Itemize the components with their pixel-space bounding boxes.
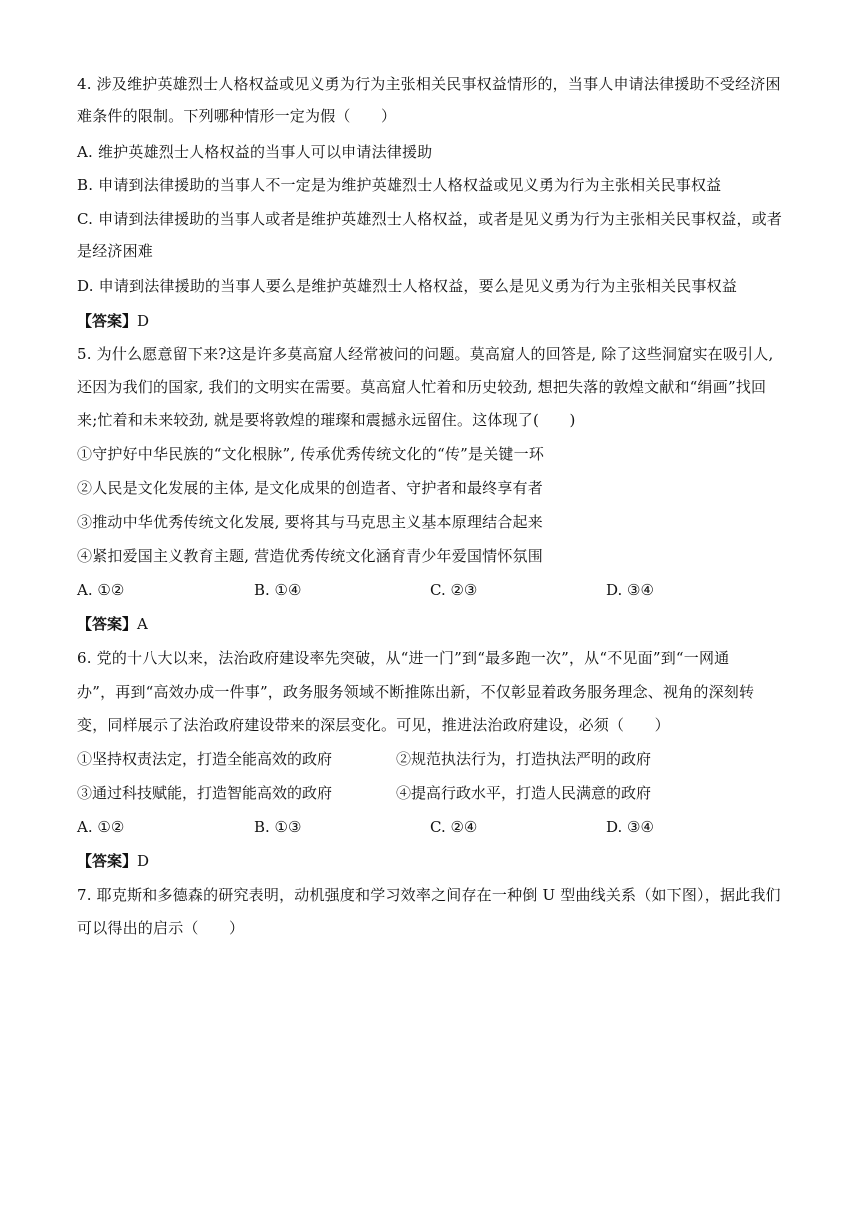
q4-answer: [77, 311, 149, 331]
q6-answer: [77, 851, 149, 871]
q5-item4: ④紧扣爱国主义教育主题, 营造优秀传统文化涵育青少年爱国情怀氛围: [77, 547, 543, 565]
q5-stem-line1: 5. 为什么愿意留下来?这是许多莫高窟人经常被问的问题。莫高窟人的回答是, 除了这些洞窟实在吸引人,: [77, 345, 774, 363]
q4-stem-line1: 4. 涉及维护英雄烈士人格权益或见义勇为行为主张相关民事权益情形的，当事人申请法律援助不受经济困: [77, 75, 781, 93]
q5-item2: ②人民是文化发展的主体, 是文化成果的创造者、守护者和最终享有者: [77, 479, 543, 497]
q5-choice-b: B. ①④: [254, 581, 302, 599]
q6-choice-a: A. ①②: [77, 818, 125, 836]
q5-choice-d: D. ③④: [606, 581, 654, 599]
q6-choice-c: C. ②④: [430, 818, 478, 836]
q6-stem-line3: 变，同样展示了法治政府建设带来的深层变化。可见，推进法治政府建设，必须（ ）: [77, 716, 670, 734]
q6-item2: ②规范执法行为，打造执法严明的政府: [396, 750, 652, 768]
q4-option-c-line2: 是经济困难: [77, 242, 154, 260]
q7-stem-line1: 7. 耶克斯和多德森的研究表明，动机强度和学习效率之间存在一种倒 U 型曲线关系（如下图），据此我们: [77, 886, 781, 904]
q6-answer-label: 【答案】: [77, 852, 138, 870]
q6-choice-d: D. ③④: [606, 818, 654, 836]
q4-stem-line2: 难条件的限制。下列哪种情形一定为假（ ）: [77, 107, 397, 125]
q6-stem-line1: 6. 党的十八大以来，法治政府建设率先突破，从“进一门”到“最多跑一次”，从“不见面”到“一网通: [77, 649, 730, 667]
q4-option-c-line1: C. 申请到法律援助的当事人或者是维护英雄烈士人格权益，或者是见义勇为行为主张相关民事权益，或者: [77, 210, 783, 228]
q5-choice-c: C. ②③: [430, 581, 478, 599]
q6-item4: ④提高行政水平，打造人民满意的政府: [396, 784, 652, 802]
q6-stem-line2: 办”，再到“高效办成一件事”，政务服务领域不断推陈出新，不仅彰显着政务服务理念、视角的深刻转: [77, 683, 755, 701]
q7-stem-line2: 可以得出的启示（ ）: [77, 919, 245, 937]
q6-item3: ③通过科技赋能，打造智能高效的政府: [77, 784, 333, 802]
q4-option-b: B. 申请到法律援助的当事人不一定是为维护英雄烈士人格权益或见义勇为行为主张相关民事权益: [77, 176, 722, 194]
q5-stem-line3: 来;忙着和未来较劲, 就是要将敦煌的璀璨和震撼永远留住。这体现了( ): [77, 411, 576, 429]
q4-answer-label: 【答案】: [77, 312, 138, 330]
q5-answer: [77, 614, 148, 634]
q6-choice-b: B. ①③: [254, 818, 302, 836]
q5-stem-line2: 还因为我们的国家, 我们的文明实在需要。莫高窟人忙着和历史较劲, 想把失落的敦煌文献和“绢画”找回: [77, 378, 767, 396]
q4-answer-value: D: [137, 312, 150, 330]
q4-option-d: D. 申请到法律援助的当事人要么是维护英雄烈士人格权益，要么是见义勇为行为主张相关民事权益: [77, 277, 738, 295]
q5-item1: ①守护好中华民族的“文化根脉”, 传承优秀传统文化的“传”是关键一环: [77, 445, 545, 463]
q5-answer-label: 【答案】: [77, 615, 138, 633]
q6-answer-value: D: [137, 852, 150, 870]
q4-option-a: A. 维护英雄烈士人格权益的当事人可以申请法律援助: [77, 143, 433, 161]
q5-choice-a: A. ①②: [77, 581, 125, 599]
q5-item3: ③推动中华优秀传统文化发展, 要将其与马克思主义基本原理结合起来: [77, 513, 543, 531]
q5-answer-value: A: [137, 615, 148, 633]
q6-item1: ①坚持权责法定，打造全能高效的政府: [77, 750, 333, 768]
